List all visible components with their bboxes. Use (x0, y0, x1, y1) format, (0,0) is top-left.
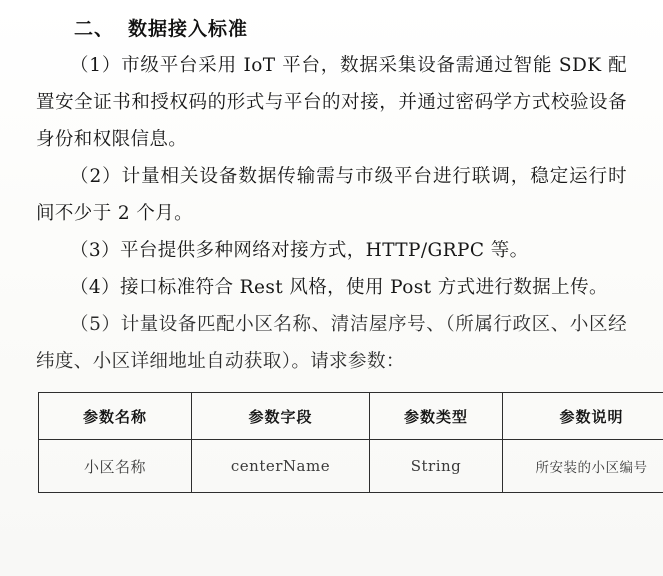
section-title: 数据接入标准 (128, 18, 249, 40)
table-row (39, 440, 663, 493)
table-cell-param-name: 小区名称 (39, 440, 192, 493)
params-table (38, 392, 663, 493)
section-heading (74, 14, 627, 41)
section-number: 二、 (74, 18, 115, 40)
paragraph-1: （1）市级平台采用 IoT 平台，数据采集设备需通过智能 SDK 配置安全证书和授权码的形式与平台的对接，并通过密码学方式校验设备身份和权限信息。 (36, 55, 627, 150)
table-cell-param-field: centerName (192, 440, 370, 493)
paragraph-5: （5）计量设备匹配小区名称、清洁屋序号、（所属行政区、小区经纬度、小区详细地址自动获取）。请求参数： (36, 314, 627, 372)
table-cell-param-desc: 所安装的小区编号 (503, 440, 663, 493)
paragraph-2: （2）计量相关设备数据传输需与市级平台进行联调，稳定运行时间不少于 2 个月。 (36, 166, 627, 224)
table-header-row (39, 393, 663, 440)
params-table-wrapper (36, 392, 648, 493)
table-cell-param-type: String (370, 440, 503, 493)
table-header-cell: 参数名称 (39, 393, 192, 440)
table-header-cell: 参数字段 (192, 393, 370, 440)
paragraph-3: （3）平台提供多种网络对接方式，HTTP/GRPC 等。 (70, 240, 529, 261)
paragraph-4: （4）接口标准符合 Rest 风格，使用 Post 方式进行数据上传。 (70, 277, 608, 298)
table-header-cell: 参数类型 (370, 393, 503, 440)
table-header-cell: 参数说明 (503, 393, 663, 440)
